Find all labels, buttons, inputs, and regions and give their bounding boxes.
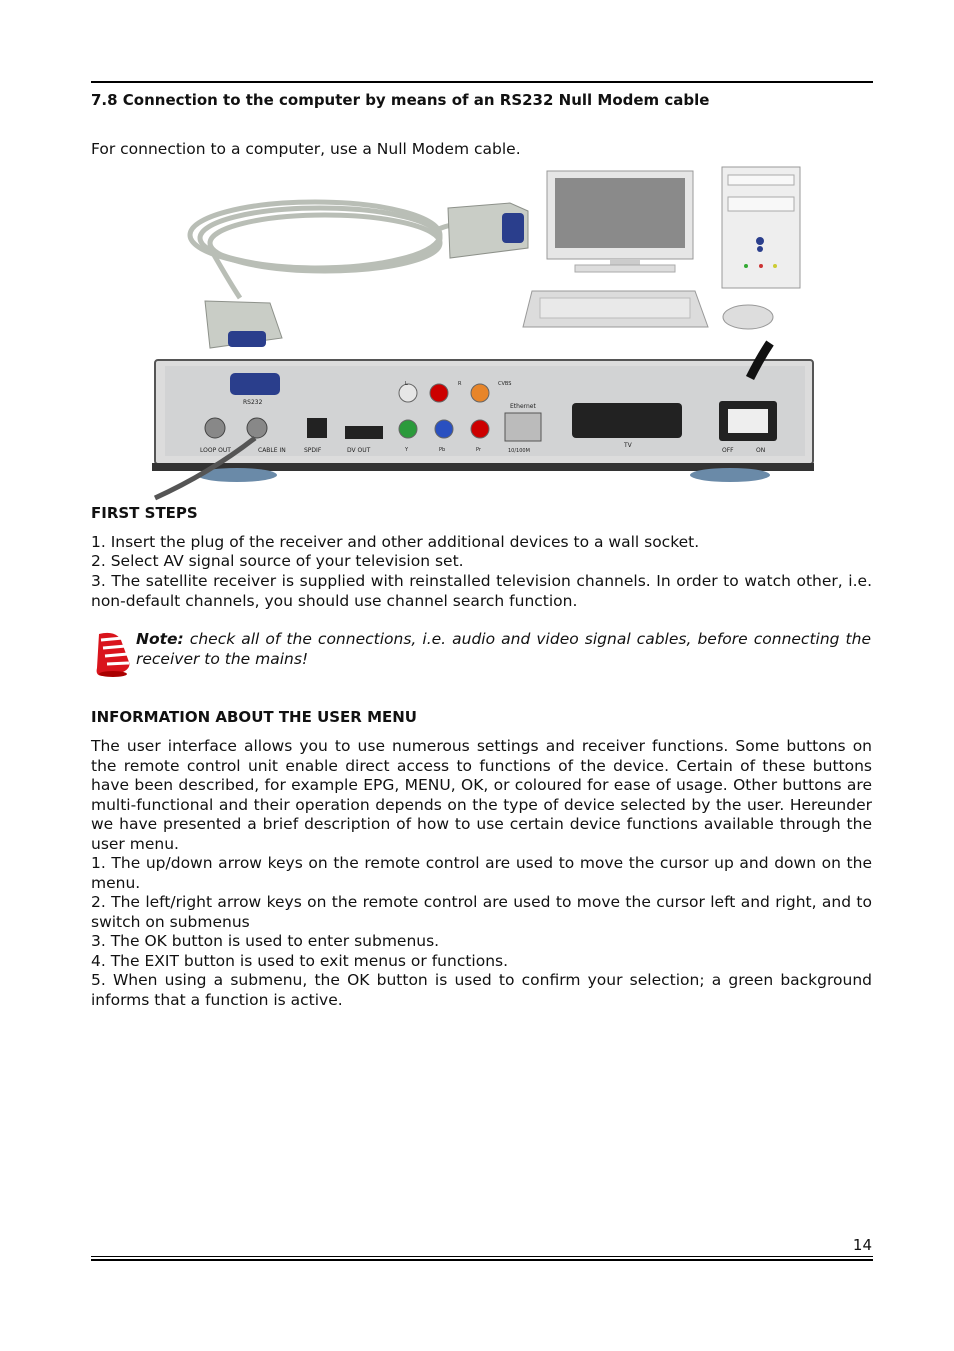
- db9-connector-left: [205, 301, 282, 348]
- label-dv-out: DV OUT: [347, 447, 371, 454]
- user-menu-heading: INFORMATION ABOUT THE USER MENU: [91, 708, 417, 726]
- label-ethernet: Ethernet: [510, 403, 536, 410]
- bottom-rule-thin: [91, 1256, 873, 1257]
- computer-monitor: [547, 171, 693, 272]
- label-cvbs: CVBS: [498, 381, 512, 387]
- note-text: [136, 629, 871, 669]
- intro-text: For connection to a computer, use a Null Modem cable.: [91, 140, 521, 158]
- user-menu-item-3: 3. The OK button is used to enter submenus.: [91, 932, 440, 950]
- label-tv: TV: [624, 442, 632, 449]
- user-menu-item-2: 2. The left/right arrow keys on the remote control are used to move the cursor left and right, and to switch on submenus: [91, 893, 872, 931]
- first-steps-item-3: 3. The satellite receiver is supplied with reinstalled television channels. In order to watch other, i.e. non-default channels, you should use channel search function.: [91, 572, 872, 610]
- computer-keyboard: [523, 291, 708, 327]
- first-steps-item-1: 1. Insert the plug of the receiver and other additional devices to a wall socket.: [91, 533, 700, 551]
- note-body: check all of the connections, i.e. audio and video signal cables, before connecting the receiver to the mains!: [136, 630, 871, 668]
- user-menu-item-5: 5. When using a submenu, the OK button is used to confirm your selection; a green background informs that a function is active.: [91, 971, 872, 1009]
- label-eth-speed: 10/100M: [508, 448, 530, 454]
- null-modem-cable: [190, 202, 460, 298]
- label-rs232: RS232: [243, 399, 263, 406]
- label-r: R: [458, 381, 462, 387]
- label-pr: Pr: [476, 447, 481, 453]
- receiver-rear-panel: [152, 343, 814, 498]
- user-menu-paragraph: The user interface allows you to use numerous settings and receiver functions. Some buttons on the remote control unit enable direct access to functions of the device. Certain of these buttons have been described, for example EPG, MENU, OK, or coloured for ease of usage. Other buttons are multi-functional and their operation depends on the type of device selected by the user. Hereunder we have presented a brief description of how to use certain device functions available through the user menu.: [91, 737, 872, 853]
- label-on: ON: [756, 447, 766, 454]
- user-menu-item-1: 1. The up/down arrow keys on the remote control are used to move the cursor up and down on the menu.: [91, 854, 872, 892]
- label-pb: Pb: [439, 447, 446, 453]
- label-loop-out: LOOP OUT: [200, 447, 231, 454]
- computer-mouse: [723, 305, 773, 329]
- bottom-rule-thick: [91, 1259, 873, 1261]
- first-steps-heading: FIRST STEPS: [91, 504, 198, 522]
- user-menu-item-4: 4. The EXIT button is used to exit menus or functions.: [91, 952, 509, 970]
- label-off: OFF: [722, 447, 734, 454]
- label-cable-in: CABLE IN: [258, 447, 286, 454]
- label-spdif: SPDIF: [304, 447, 322, 454]
- first-steps-item-2: 2. Select AV signal source of your television set.: [91, 552, 464, 570]
- computer-tower: [722, 167, 800, 288]
- top-rule: [91, 81, 873, 83]
- warning-bell-icon: [93, 628, 133, 678]
- note-label: Note:: [136, 630, 184, 648]
- label-y: Y: [405, 447, 409, 453]
- db9-connector-right: [448, 203, 528, 258]
- section-title: 7.8 Connection to the computer by means of an RS232 Null Modem cable: [91, 91, 710, 109]
- page-number: 14: [852, 1236, 872, 1254]
- label-l: L: [405, 381, 408, 387]
- connection-figure: [150, 163, 820, 503]
